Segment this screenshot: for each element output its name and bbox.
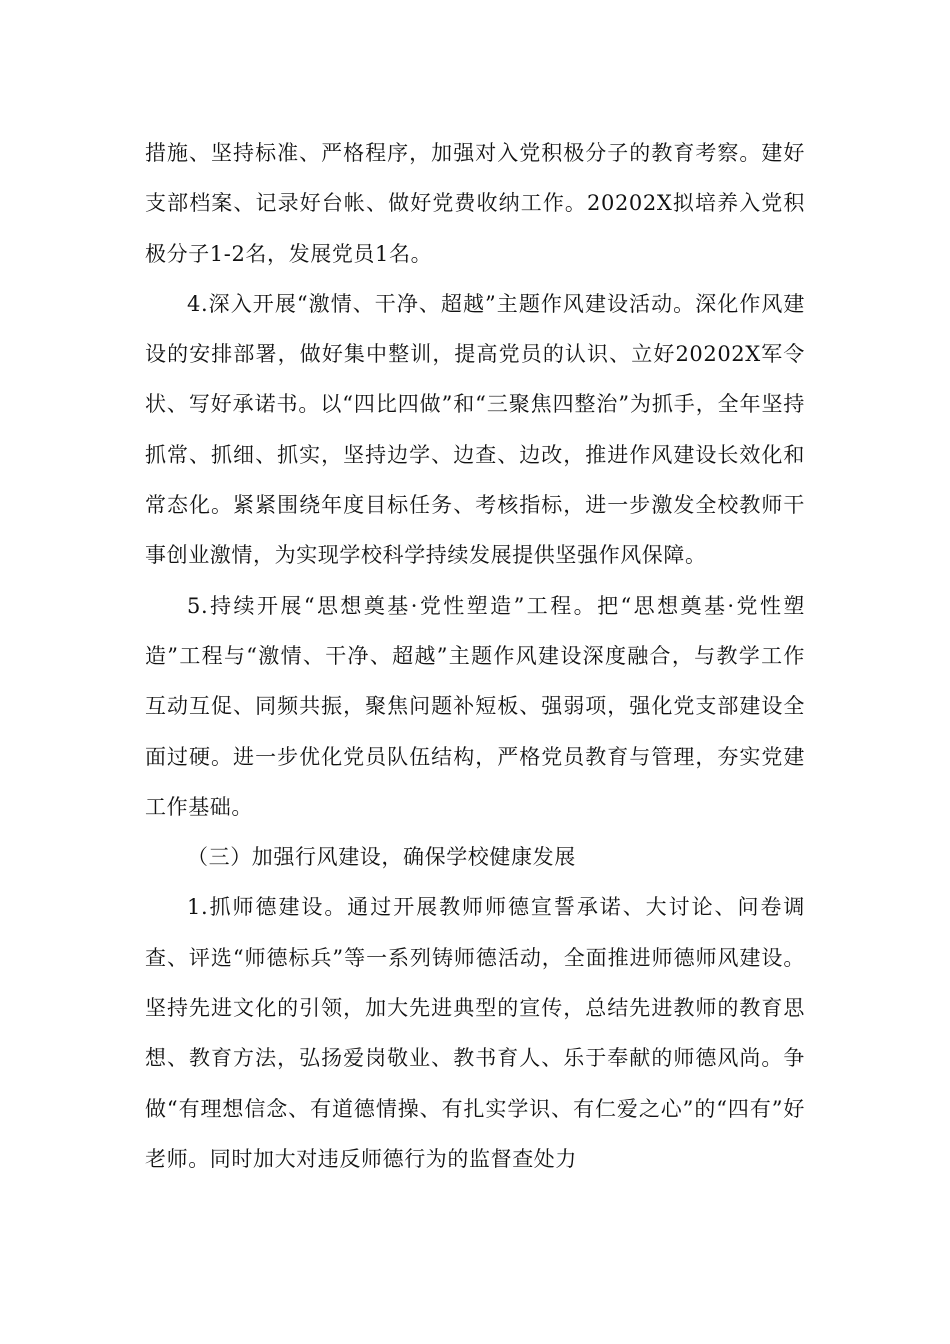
- paragraph-continued: 措施、坚持标准、严格程序，加强对入党积极分子的教育考察。建好支部档案、记录好台帐、做好党费收纳工作。20202X拟培养入党积极分子1-2名，发展党员1名。: [145, 141, 805, 266]
- paragraph-item-1: 1.抓师德建设。通过开展教师师德宣誓承诺、大讨论、问卷调查、评选“师德标兵”等一系列铸师德活动，全面推进师德师风建设。坚持先进文化的引领，加大先进典型的宣传，总结先进教师的教育思想、教育方法，弘扬爱岗敬业、教书育人、乐于奉献的师德风尚。争做“有理想信念、有道德情操、有扎实学识、有仁爱之心”的“四有”好老师。同时加大对违反师德行为的监督查处力: [145, 895, 805, 1171]
- paragraph-item-4: 4.深入开展“激情、干净、超越”主题作风建设活动。深化作风建设的安排部署，做好集中整训，提高党员的认识、立好20202X军令状、写好承诺书。以“四比四做”和“三聚焦四整治”为抓手，全年坚持抓常、抓细、抓实，坚持边学、边查、边改，推进作风建设长效化和常态化。紧紧围绕年度目标任务、考核指标，进一步激发全校教师干事创业激情，为实现学校科学持续发展提供坚强作风保障。: [145, 291, 805, 568]
- document-body: [145, 128, 805, 1184]
- section-heading: （三）加强行风建设，确保学校健康发展: [187, 845, 576, 870]
- paragraph-item-5: 5.持续开展“思想奠基·党性塑造”工程。把“思想奠基·党性塑造”工程与“激情、干净、超越”主题作风建设深度融合，与教学工作互动互促、同频共振，聚焦问题补短板、强弱项，强化党支部建设全面过硬。进一步优化党员队伍结构，严格党员教育与管理，夯实党建工作基础。: [145, 593, 805, 819]
